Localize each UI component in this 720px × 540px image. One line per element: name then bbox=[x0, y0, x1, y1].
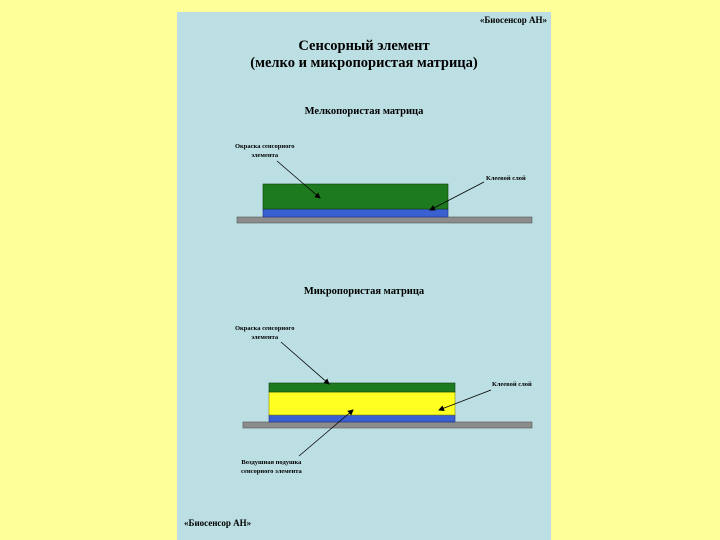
label-air-cushion: Воздушная подушка сенсорного элемента bbox=[241, 459, 302, 475]
coloring-layer-1 bbox=[263, 184, 448, 209]
label-adhesive-1: Клеевой слой bbox=[486, 175, 526, 182]
air-cushion-layer bbox=[269, 392, 455, 415]
label-coloring-1: Окраска сенсорного элемента bbox=[235, 143, 295, 159]
section-heading-fine-pore: Мелкопористая матрица bbox=[304, 106, 424, 117]
label-coloring-2: Окраска сенсорного элемента bbox=[235, 325, 295, 341]
label-adhesive-2: Клеевой слой bbox=[492, 381, 532, 388]
adhesive-layer-1 bbox=[263, 209, 448, 217]
adhesive-layer-2 bbox=[269, 415, 455, 422]
slide bbox=[177, 12, 551, 540]
coloring-layer-2 bbox=[269, 383, 455, 392]
brand-footer: «Биосенсор АН» bbox=[184, 518, 252, 528]
title-line-2: (мелко и микропористая матрица) bbox=[250, 55, 478, 71]
substrate-1 bbox=[237, 217, 532, 223]
arrow-coloring-2 bbox=[281, 342, 329, 384]
brand-header: «Биосенсор АН» bbox=[479, 15, 547, 25]
section-heading-micro-pore: Микропористая матрица bbox=[303, 286, 425, 297]
sensor-diagram bbox=[177, 12, 551, 540]
substrate-2 bbox=[243, 422, 532, 428]
title-line-1: Сенсорный элемент bbox=[298, 38, 430, 54]
